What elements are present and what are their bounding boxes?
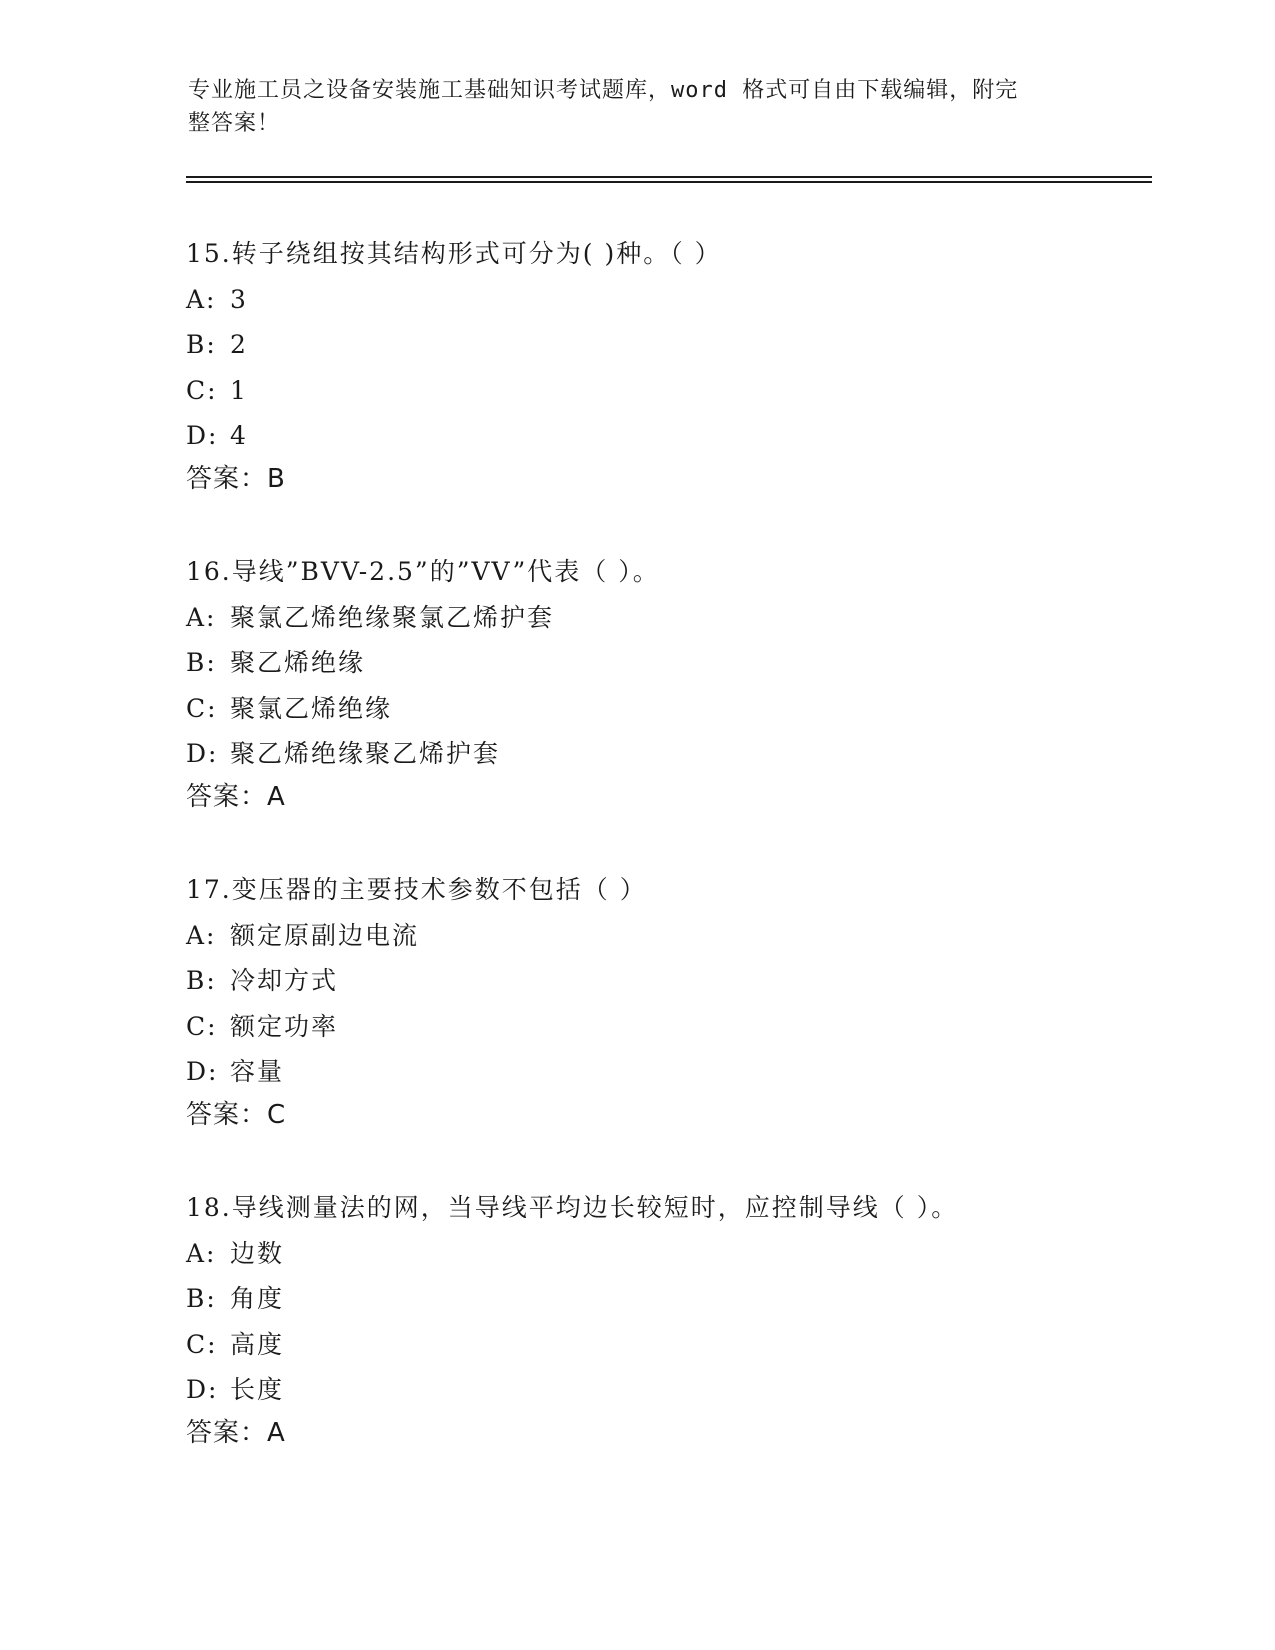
option-d [186,1375,1146,1405]
option-c [186,1330,1146,1360]
option-letter: A: [186,1238,217,1268]
option-a [186,1239,1146,1269]
answer-line: 答案：C [186,1100,287,1130]
option-letter: D: [186,1057,219,1086]
option-text: 4 [230,421,248,450]
option-b [186,1284,1146,1314]
question-18 [186,1193,1146,1448]
option-letter: A: [186,602,217,632]
option-text: 高度 [230,1329,285,1359]
option-text: 1 [230,375,248,405]
option-letter: A: [186,920,217,950]
option-letter: C: [186,1011,218,1041]
option-b [186,330,1146,360]
option-letter: B: [186,330,217,359]
option-a [186,921,1146,951]
option-a [186,285,1146,315]
answer-line: 答案：B [186,464,286,494]
question-17 [186,875,1146,1130]
option-d [186,421,1146,451]
question-title: 15.转子绕组按其结构形式可分为( )种。（ ） [186,239,722,268]
option-c [186,1012,1146,1042]
header-divider-bottom [186,181,1152,183]
option-text: 2 [230,330,248,359]
option-letter: D: [186,421,219,450]
option-d [186,739,1146,769]
option-c [186,376,1146,406]
option-text: 聚氯乙烯绝缘聚氯乙烯护套 [230,602,555,632]
question-title: 16.导线”BVV-2.5”的”VV”代表（ ）。 [186,557,660,586]
question-title: 17.变压器的主要技术参数不包括（ ） [186,875,647,904]
option-text: 边数 [230,1238,285,1268]
option-letter: B: [186,966,217,995]
option-letter: C: [186,693,218,723]
answer-line: 答案：A [186,782,286,812]
question-15 [186,239,1146,494]
option-b [186,648,1146,678]
option-c [186,694,1146,724]
answer-line: 答案：A [186,1418,286,1448]
option-text: 角度 [230,1284,285,1313]
option-b [186,966,1146,996]
option-letter: C: [186,375,218,405]
option-text: 冷却方式 [230,966,339,995]
option-text: 聚氯乙烯绝缘 [230,693,393,723]
question-16 [186,557,1146,812]
option-letter: B: [186,1284,217,1313]
option-letter: D: [186,739,219,768]
document-header: 专业施工员之设备安装施工基础知识考试题库，word 格式可自由下载编辑，附完 整答案！ [188,78,1019,136]
option-text: 聚乙烯绝缘聚乙烯护套 [230,739,501,768]
header-divider-top [186,176,1152,178]
option-text: 3 [230,284,248,314]
option-letter: D: [186,1375,219,1404]
option-text: 聚乙烯绝缘 [230,648,366,677]
option-text: 长度 [230,1375,285,1404]
option-a [186,603,1146,633]
option-letter: A: [186,284,217,314]
option-text: 额定原副边电流 [230,920,420,950]
option-letter: B: [186,648,217,677]
option-text: 额定功率 [230,1011,339,1041]
option-d [186,1057,1146,1087]
option-letter: C: [186,1329,218,1359]
option-text: 容量 [230,1057,285,1086]
question-title: 18.导线测量法的网，当导线平均边长较短时，应控制导线（ ）。 [186,1193,959,1222]
